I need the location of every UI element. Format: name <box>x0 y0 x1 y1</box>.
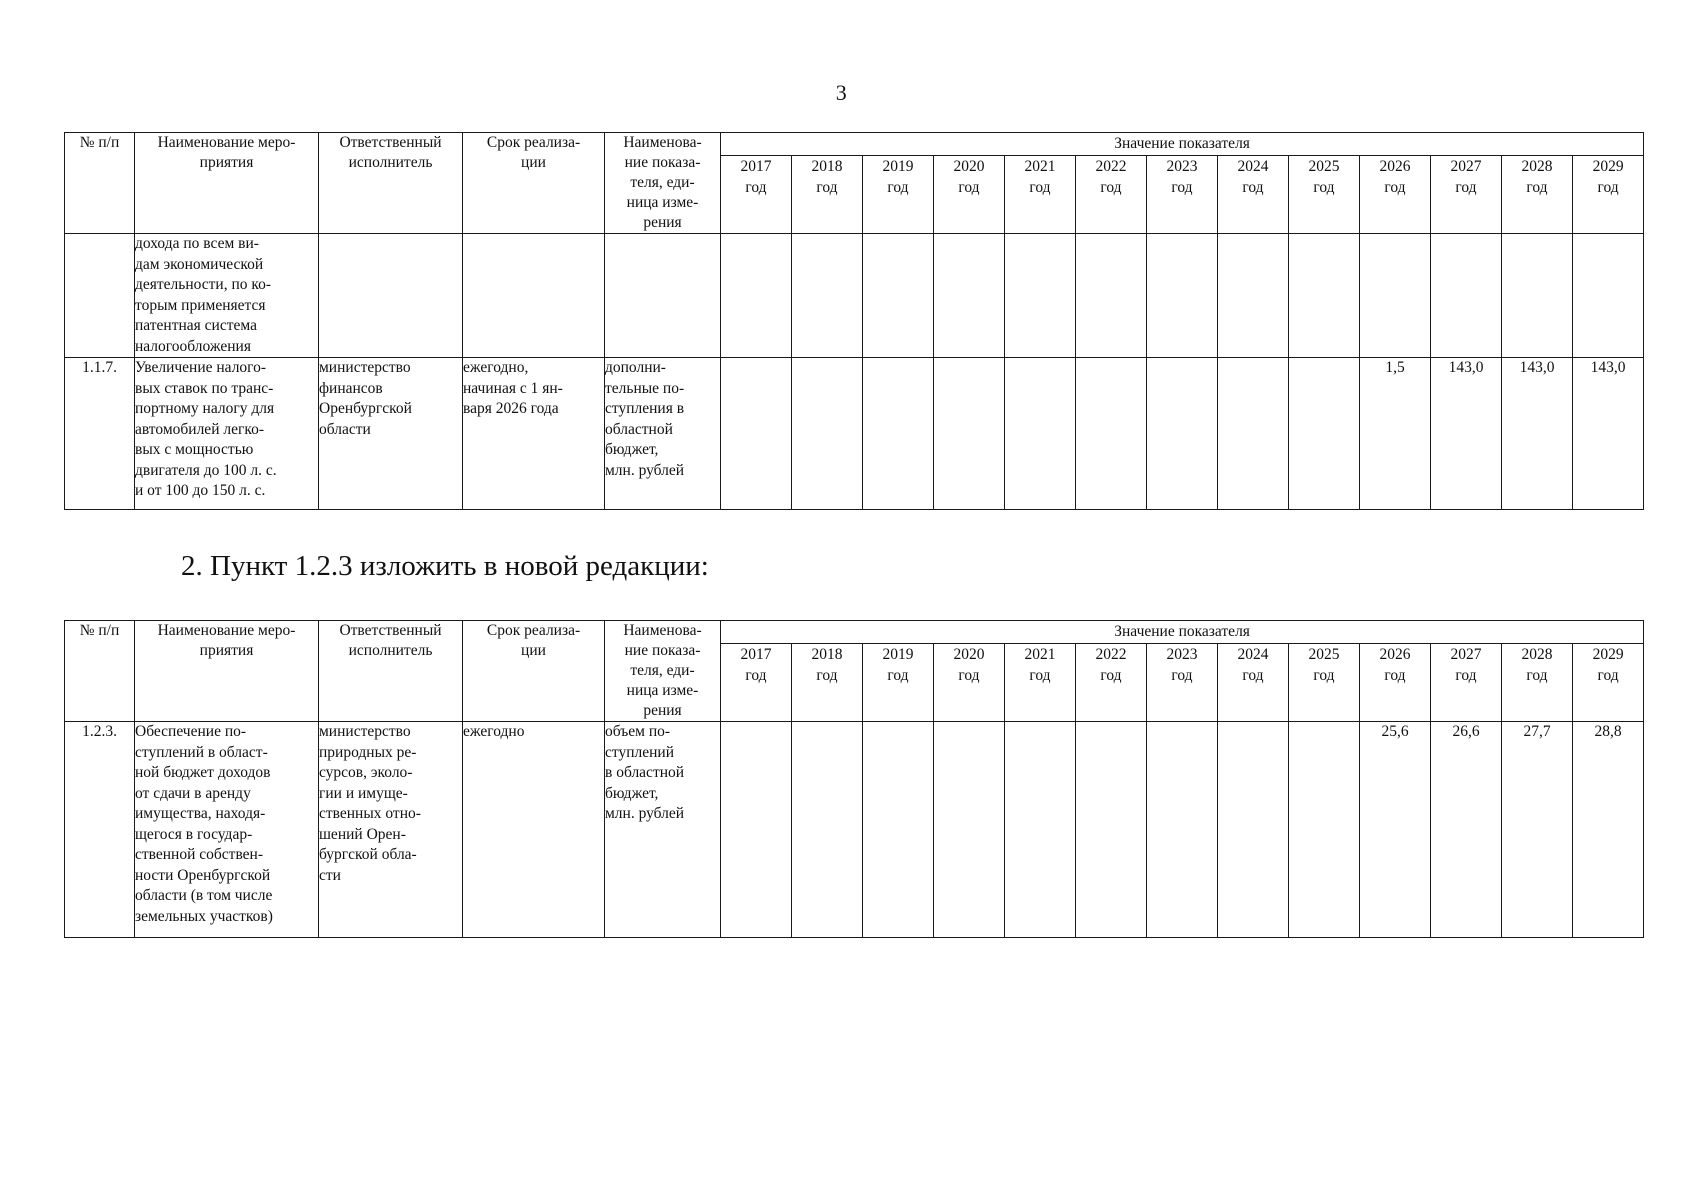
header-year: 2028 год <box>1502 644 1573 722</box>
header-year: 2019 год <box>863 156 934 234</box>
header-year: 2025 год <box>1289 156 1360 234</box>
header-year: 2021 год <box>1005 644 1076 722</box>
cell-value <box>721 722 792 938</box>
header-number: № п/п <box>65 133 135 234</box>
cell-number: 1.2.3. <box>65 722 135 938</box>
header-year: 2025 год <box>1289 644 1360 722</box>
cell-value: 25,6 <box>1360 722 1431 938</box>
header-values-title: Значение показателя <box>721 621 1644 644</box>
header-year: 2021 год <box>1005 156 1076 234</box>
cell-value <box>934 358 1005 510</box>
header-indicator: Наименова- ние показа- теля, еди- ница изме- рения <box>605 621 721 722</box>
cell-value: 28,8 <box>1573 722 1644 938</box>
header-year: 2018 год <box>792 156 863 234</box>
cell-number: 1.1.7. <box>65 358 135 510</box>
header-year: 2024 год <box>1218 156 1289 234</box>
header-measure-name: Наименование меро- приятия <box>135 133 319 234</box>
header-year: 2029 год <box>1573 644 1644 722</box>
cell-value <box>1147 358 1218 510</box>
header-year: 2027 год <box>1431 644 1502 722</box>
cell-value: 1,5 <box>1360 358 1431 510</box>
header-year: 2019 год <box>863 644 934 722</box>
cell-value <box>1218 358 1289 510</box>
header-year: 2020 год <box>934 156 1005 234</box>
header-year: 2017 год <box>721 644 792 722</box>
section-heading: 2. Пункт 1.2.3 изложить в новой редакции: <box>181 550 709 582</box>
table-row-continuation <box>65 234 1644 358</box>
cell-value <box>1147 722 1218 938</box>
cell-value <box>792 358 863 510</box>
cell-value <box>721 358 792 510</box>
header-year: 2023 год <box>1147 644 1218 722</box>
header-executor: Ответственный исполнитель <box>319 133 463 234</box>
cell-value <box>1005 722 1076 938</box>
header-year: 2026 год <box>1360 156 1431 234</box>
table-row-1-1-7 <box>65 358 1644 510</box>
table-row-1-2-3 <box>65 722 1644 938</box>
cell-value <box>792 722 863 938</box>
cell-value <box>1218 722 1289 938</box>
header-term: Срок реализа- ции <box>463 621 605 722</box>
cell-value: 143,0 <box>1573 358 1644 510</box>
header-term: Срок реализа- ции <box>463 133 605 234</box>
cell-indicator: объем по- ступлений в областной бюджет, млн. рублей <box>605 722 721 938</box>
header-number: № п/п <box>65 621 135 722</box>
header-measure-name: Наименование меро- приятия <box>135 621 319 722</box>
cell-value <box>863 358 934 510</box>
header-year: 2026 год <box>1360 644 1431 722</box>
cell-value <box>934 722 1005 938</box>
header-year: 2018 год <box>792 644 863 722</box>
header-year: 2017 год <box>721 156 792 234</box>
header-indicator: Наименова- ние показа- теля, еди- ница изме- рения <box>605 133 721 234</box>
page-number: 3 <box>835 80 848 105</box>
cell-value <box>1289 722 1360 938</box>
header-year: 2027 год <box>1431 156 1502 234</box>
cell-term: ежегодно <box>463 722 605 938</box>
cell-term: ежегодно, начиная с 1 ян- варя 2026 года <box>463 358 605 510</box>
measures-table-2 <box>64 620 1644 938</box>
cell-value: 26,6 <box>1431 722 1502 938</box>
header-year: 2020 год <box>934 644 1005 722</box>
cell-executor: министерство природных ре- сурсов, эколо- гии и имуще- ственных отно- шений Орен- бургской обла- сти <box>319 722 463 938</box>
cell-value <box>863 722 934 938</box>
cell-value: 143,0 <box>1502 358 1573 510</box>
cell-measure-name: Обеспечение по- ступлений в област- ной бюджет доходов от сдачи в аренду имущества, находя- щегося в государ- ственной собствен- ности Оренбургской области (в том числе земельных участков) <box>135 722 319 938</box>
header-year: 2029 год <box>1573 156 1644 234</box>
measures-table-1 <box>64 132 1644 510</box>
header-executor: Ответственный исполнитель <box>319 621 463 722</box>
header-values-title: Значение показателя <box>721 133 1644 156</box>
cell-measure-name: дохода по всем ви- дам экономической деятельности, по ко- торым применяется патентная система налогообложения <box>135 234 319 358</box>
cell-value <box>1005 358 1076 510</box>
header-year: 2022 год <box>1076 156 1147 234</box>
cell-indicator: дополни- тельные по- ступления в областной бюджет, млн. рублей <box>605 358 721 510</box>
header-year: 2023 год <box>1147 156 1218 234</box>
cell-value <box>1076 722 1147 938</box>
cell-executor: министерство финансов Оренбургской области <box>319 358 463 510</box>
header-year: 2024 год <box>1218 644 1289 722</box>
cell-number <box>65 234 135 358</box>
cell-value: 27,7 <box>1502 722 1573 938</box>
cell-value <box>1289 358 1360 510</box>
cell-measure-name: Увеличение налого- вых ставок по транс- портному налогу для автомобилей легко- вых с мощностью двигателя до 100 л. с. и от 100 до 150 л. с. <box>135 358 319 510</box>
header-year: 2022 год <box>1076 644 1147 722</box>
cell-value <box>1076 358 1147 510</box>
cell-value: 143,0 <box>1431 358 1502 510</box>
header-year: 2028 год <box>1502 156 1573 234</box>
